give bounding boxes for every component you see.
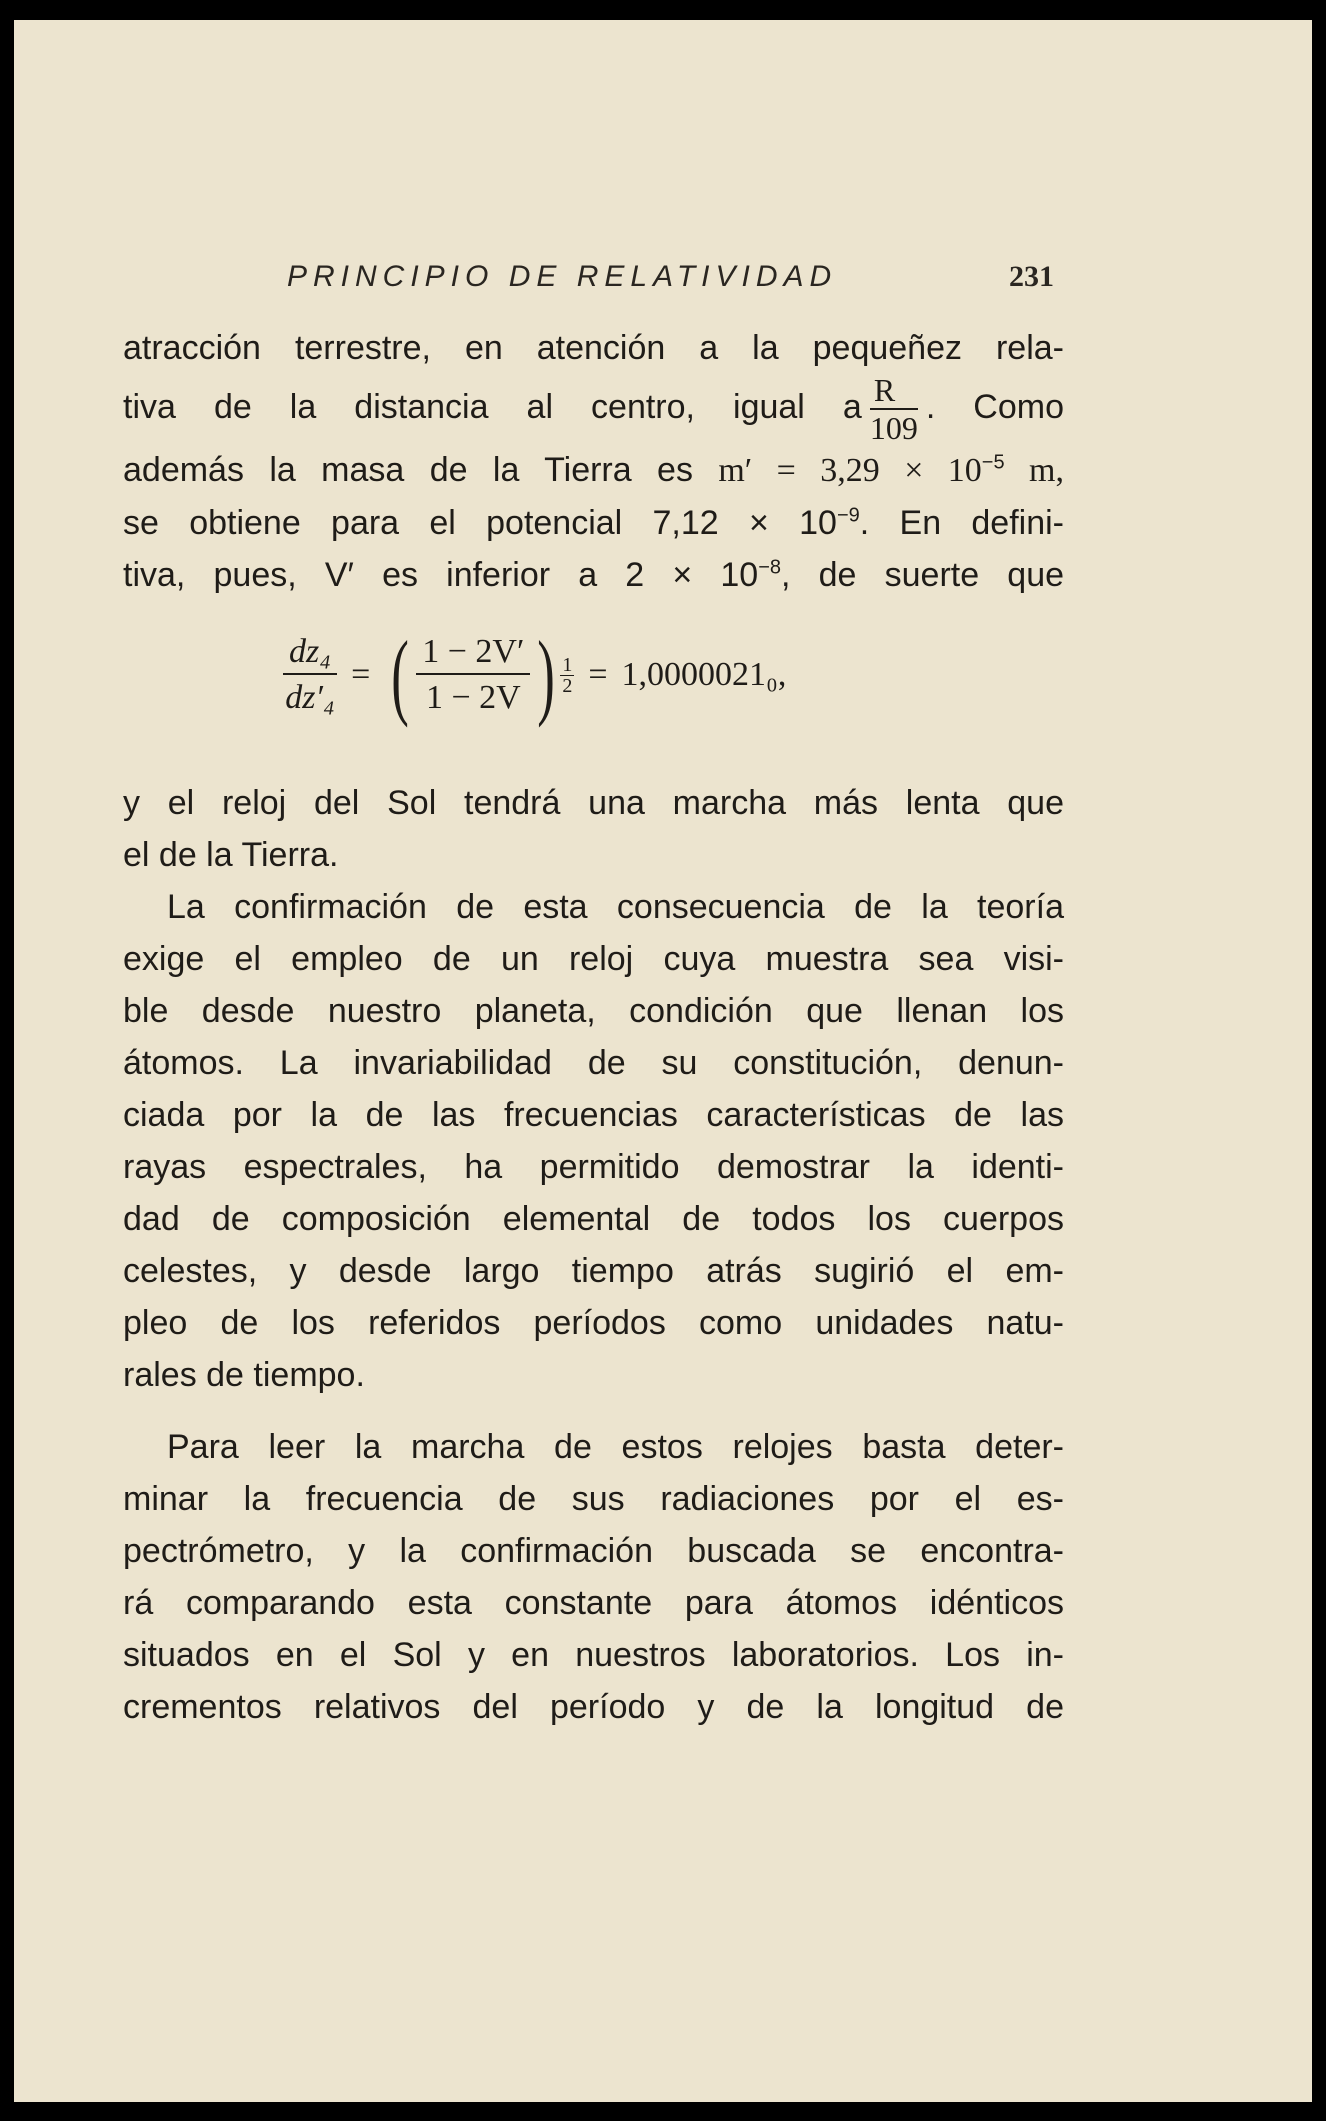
paragraph-4 [123, 1421, 1064, 1733]
text-line: minar la frecuencia de sus radiaciones por el es- [123, 1480, 1064, 1518]
display-equation [123, 609, 1064, 759]
math-expression: m, [1004, 452, 1064, 489]
text-line: Para leer la marcha de estos relojes basta deter- [167, 1428, 1064, 1466]
text-line [123, 444, 1064, 497]
text-span: tiva de la distancia al centro, igual a [123, 387, 862, 426]
text-line: ciada por la de las frecuencias características de las [123, 1096, 1064, 1134]
fraction-r-over-109 [870, 374, 918, 444]
text-span: tiva, pues, V′ es inferior a 2 × 10 [123, 556, 759, 594]
exponent-denominator: 2 [562, 674, 573, 697]
text-line: dad de composición elemental de todos los cuerpos [123, 1200, 1064, 1238]
text-line [123, 374, 1064, 444]
text-line [123, 497, 1064, 549]
page-header [272, 252, 1062, 308]
text-span: además la masa de la Tierra es [123, 451, 719, 489]
text-line: átomos. La invariabilidad de su constitución, denun- [123, 1044, 1064, 1082]
text-line: rayas espectrales, ha permitido demostrar la identi- [123, 1148, 1064, 1186]
inner-denominator: 1 − 2V [425, 679, 521, 716]
text-line: ble desde nuestro planeta, condición que llenan los [123, 992, 1064, 1030]
text-line: el de la Tierra. [123, 836, 339, 874]
equals-sign: = [588, 656, 608, 693]
equals-sign: = [351, 656, 371, 693]
text-line [123, 549, 1064, 601]
text-line: pleo de los referidos períodos como unidades natu- [123, 1304, 1064, 1342]
book-page [14, 20, 1312, 2102]
text-line: atracción terrestre, en atención a la pequeñez rela- [123, 329, 1064, 367]
paragraph-2 [123, 777, 1064, 881]
paragraph-1 [123, 322, 1064, 601]
equation-body [283, 621, 787, 728]
text-line: rales de tiempo. [123, 1356, 365, 1394]
text-line: exige el empleo de un reloj cuya muestra sea visi- [123, 940, 1064, 978]
equation-result: 1,0000021₀, [621, 656, 787, 693]
lhs-fraction [283, 635, 337, 715]
left-parenthesis: ( [391, 621, 410, 728]
half-exponent [560, 655, 574, 696]
fraction-numerator: R [870, 374, 918, 410]
paragraph-3 [123, 881, 1064, 1401]
inner-fraction [416, 635, 530, 715]
text-span: se obtiene para el potencial 7,12 × 10 [123, 504, 837, 542]
text-span: . En defini- [859, 504, 1065, 542]
fraction-denominator: 109 [869, 410, 918, 446]
text-line: crementos relativos del período y de la longitud de [123, 1688, 1064, 1726]
exponent: −9 [836, 504, 860, 527]
right-parenthesis: ) [537, 621, 556, 728]
running-title: PRINCIPIO DE RELATIVIDAD [287, 260, 838, 293]
text-line: celestes, y desde largo tiempo atrás sugirió el em- [123, 1252, 1064, 1290]
body-text [123, 322, 1064, 1733]
exponent-numerator: 1 [562, 653, 573, 676]
text-span: , de suerte que [781, 556, 1065, 594]
text-span: . Como [925, 387, 1064, 426]
text-line: La confirmación de esta consecuencia de la teoría [167, 888, 1064, 926]
lhs-denominator: dz′₄ [285, 679, 335, 716]
text-line: situados en el Sol y en nuestros laboratorios. Los in- [123, 1636, 1064, 1674]
inner-numerator: 1 − 2V′ [416, 635, 530, 675]
text-line: pectrómetro, y la confirmación buscada se encontra- [123, 1532, 1064, 1570]
exponent: −8 [758, 556, 782, 579]
text-line: rá comparando esta constante para átomos idénticos [123, 1584, 1064, 1622]
math-expression: m′ = 3,29 × 10 [718, 452, 982, 489]
text-line: y el reloj del Sol tendrá una marcha más lenta que [123, 784, 1064, 822]
page-number: 231 [1009, 260, 1054, 293]
exponent: −5 [981, 451, 1005, 474]
lhs-numerator: dz₄ [283, 635, 337, 675]
